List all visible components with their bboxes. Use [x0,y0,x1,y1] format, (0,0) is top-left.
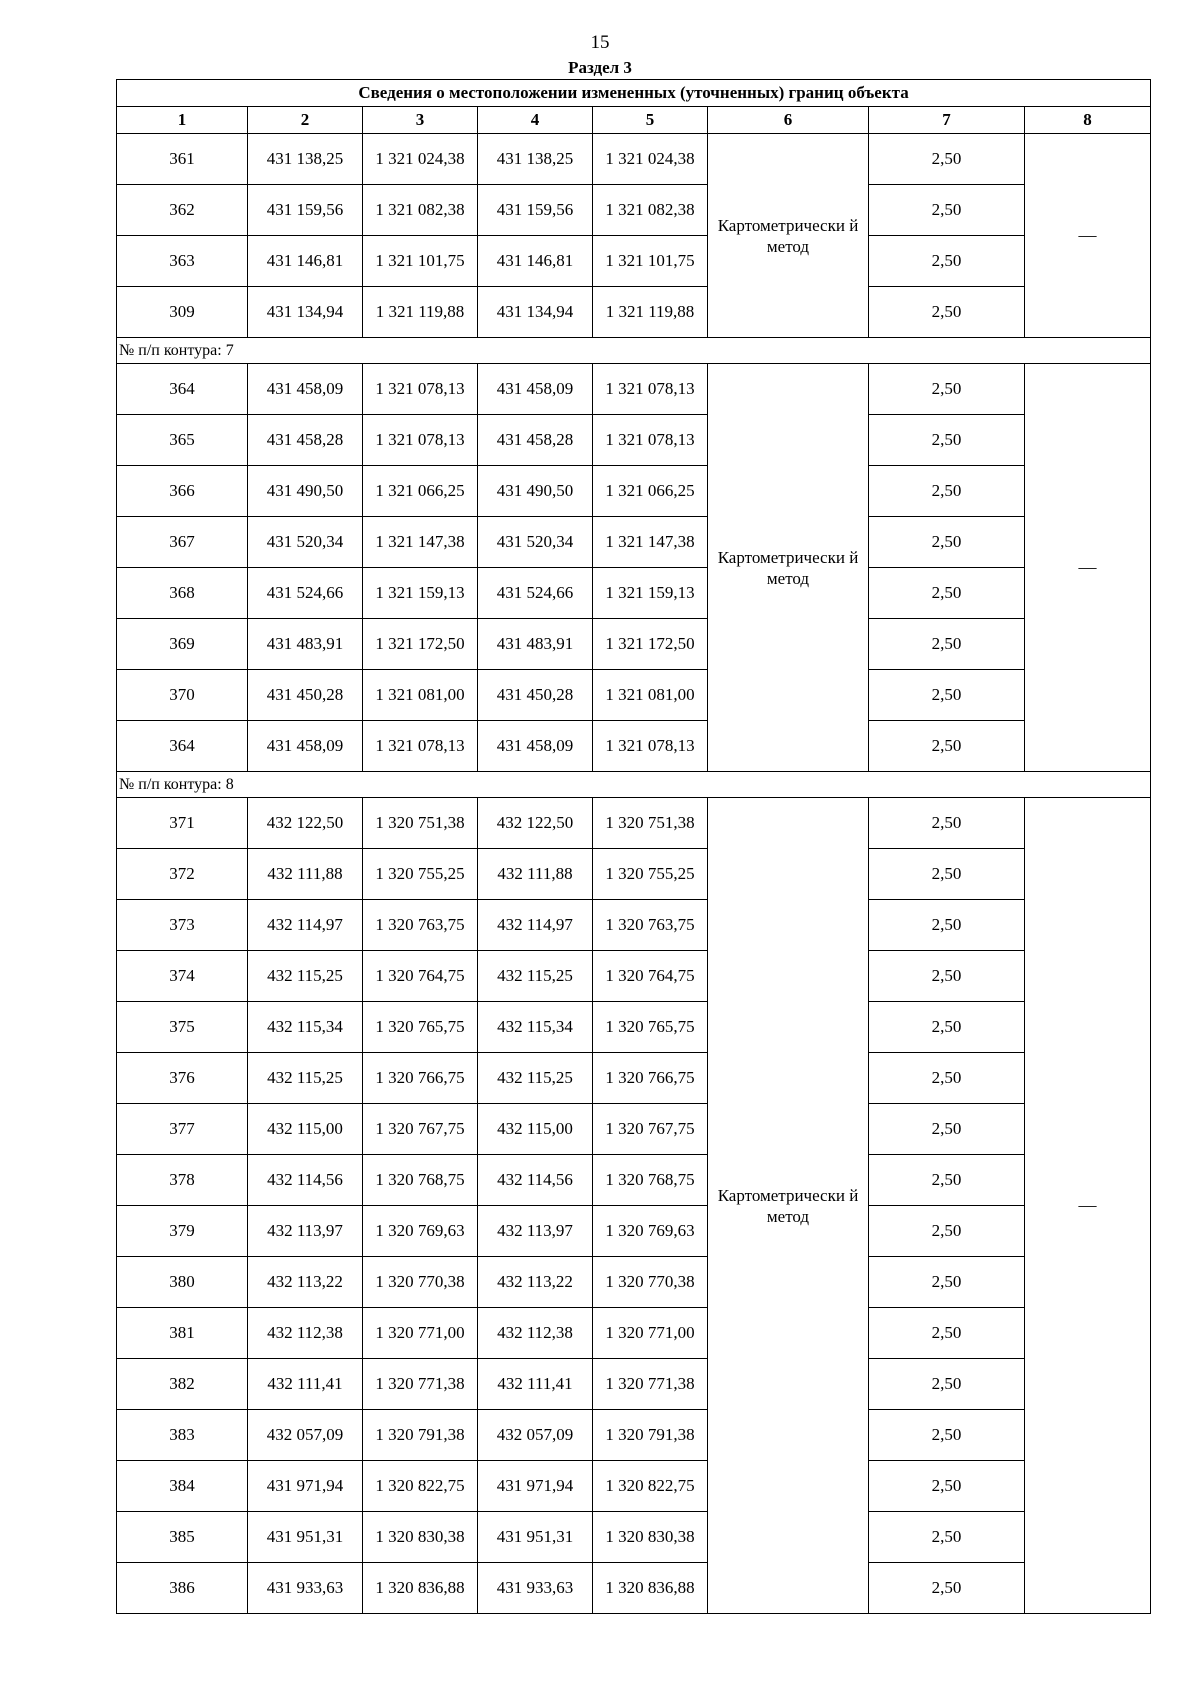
y-existing-cell: 1 320 769,63 [363,1206,478,1257]
y-new-cell: 1 321 082,38 [593,185,708,236]
y-existing-cell: 1 320 766,75 [363,1053,478,1104]
x-new-cell: 432 057,09 [478,1410,593,1461]
section-title: Раздел 3 [568,58,632,77]
method-cell: Картометрически й метод [708,134,869,338]
y-new-cell: 1 321 101,75 [593,236,708,287]
accuracy-cell: 2,50 [869,1461,1025,1512]
x-existing-cell: 431 951,31 [248,1512,363,1563]
y-new-cell: 1 320 765,75 [593,1002,708,1053]
x-existing-cell: 432 113,97 [248,1206,363,1257]
point-number-cell: 361 [117,134,248,185]
table-row [117,798,1151,849]
y-new-cell: 1 320 830,38 [593,1512,708,1563]
y-new-cell: 1 320 836,88 [593,1563,708,1614]
x-existing-cell: 431 450,28 [248,670,363,721]
contour-label: № п/п контура: 7 [117,338,1151,364]
x-existing-cell: 431 138,25 [248,134,363,185]
accuracy-cell: 2,50 [869,185,1025,236]
table-row [117,1155,1151,1206]
table-row [117,134,1151,185]
table-caption-row [117,80,1151,107]
x-existing-cell: 432 115,34 [248,1002,363,1053]
table-row [117,415,1151,466]
y-existing-cell: 1 320 767,75 [363,1104,478,1155]
accuracy-cell: 2,50 [869,1155,1025,1206]
point-number-cell: 376 [117,1053,248,1104]
table-row [117,619,1151,670]
y-new-cell: 1 320 822,75 [593,1461,708,1512]
accuracy-cell: 2,50 [869,364,1025,415]
accuracy-cell: 2,50 [869,1206,1025,1257]
table-row [117,568,1151,619]
accuracy-cell: 2,50 [869,951,1025,1002]
x-existing-cell: 431 458,09 [248,721,363,772]
contour-row [117,772,1151,798]
point-number-cell: 368 [117,568,248,619]
x-new-cell: 432 113,22 [478,1257,593,1308]
point-number-cell: 375 [117,1002,248,1053]
x-existing-cell: 432 112,38 [248,1308,363,1359]
y-existing-cell: 1 320 836,88 [363,1563,478,1614]
accuracy-cell: 2,50 [869,619,1025,670]
table-row [117,900,1151,951]
y-existing-cell: 1 320 770,38 [363,1257,478,1308]
x-existing-cell: 431 490,50 [248,466,363,517]
x-new-cell: 431 933,63 [478,1563,593,1614]
x-existing-cell: 431 520,34 [248,517,363,568]
x-new-cell: 432 115,25 [478,1053,593,1104]
accuracy-cell: 2,50 [869,1563,1025,1614]
x-new-cell: 431 483,91 [478,619,593,670]
x-existing-cell: 431 458,09 [248,364,363,415]
point-number-cell: 384 [117,1461,248,1512]
table-row [117,721,1151,772]
y-new-cell: 1 320 755,25 [593,849,708,900]
y-new-cell: 1 320 768,75 [593,1155,708,1206]
y-existing-cell: 1 320 822,75 [363,1461,478,1512]
x-new-cell: 432 115,25 [478,951,593,1002]
x-existing-cell: 432 057,09 [248,1410,363,1461]
boundary-table [116,79,1151,1614]
table-row [117,1461,1151,1512]
point-number-cell: 377 [117,1104,248,1155]
point-number-cell: 371 [117,798,248,849]
contour-label: № п/п контура: 8 [117,772,1151,798]
x-existing-cell: 431 458,28 [248,415,363,466]
y-existing-cell: 1 320 751,38 [363,798,478,849]
y-new-cell: 1 320 771,00 [593,1308,708,1359]
x-existing-cell: 432 115,25 [248,1053,363,1104]
x-existing-cell: 431 134,94 [248,287,363,338]
x-new-cell: 432 113,97 [478,1206,593,1257]
y-existing-cell: 1 321 066,25 [363,466,478,517]
y-new-cell: 1 321 172,50 [593,619,708,670]
x-new-cell: 432 115,34 [478,1002,593,1053]
accuracy-cell: 2,50 [869,1410,1025,1461]
y-existing-cell: 1 321 081,00 [363,670,478,721]
column-header: 5 [593,107,708,134]
column-header: 7 [869,107,1025,134]
point-number-cell: 373 [117,900,248,951]
y-existing-cell: 1 320 765,75 [363,1002,478,1053]
method-cell: Картометрически й метод [708,364,869,772]
x-existing-cell: 432 114,56 [248,1155,363,1206]
point-number-cell: 370 [117,670,248,721]
accuracy-cell: 2,50 [869,568,1025,619]
point-number-cell: 386 [117,1563,248,1614]
point-number-cell: 364 [117,364,248,415]
table-row [117,1053,1151,1104]
y-existing-cell: 1 321 101,75 [363,236,478,287]
point-number-cell: 369 [117,619,248,670]
table-row [117,670,1151,721]
column-header: 1 [117,107,248,134]
y-new-cell: 1 320 751,38 [593,798,708,849]
point-number-cell: 381 [117,1308,248,1359]
point-number-cell: 379 [117,1206,248,1257]
accuracy-cell: 2,50 [869,517,1025,568]
y-existing-cell: 1 321 159,13 [363,568,478,619]
y-new-cell: 1 321 081,00 [593,670,708,721]
y-new-cell: 1 320 763,75 [593,900,708,951]
y-new-cell: 1 321 147,38 [593,517,708,568]
y-existing-cell: 1 321 119,88 [363,287,478,338]
accuracy-cell: 2,50 [869,1257,1025,1308]
table-row [117,185,1151,236]
point-number-cell: 366 [117,466,248,517]
table-row [117,466,1151,517]
y-new-cell: 1 320 771,38 [593,1359,708,1410]
point-number-cell: 367 [117,517,248,568]
point-number-cell: 380 [117,1257,248,1308]
table-row [117,849,1151,900]
accuracy-cell: 2,50 [869,415,1025,466]
x-new-cell: 431 134,94 [478,287,593,338]
x-existing-cell: 432 122,50 [248,798,363,849]
accuracy-cell: 2,50 [869,134,1025,185]
y-existing-cell: 1 320 771,38 [363,1359,478,1410]
point-number-cell: 364 [117,721,248,772]
y-new-cell: 1 320 791,38 [593,1410,708,1461]
y-existing-cell: 1 321 172,50 [363,619,478,670]
point-number-cell: 372 [117,849,248,900]
point-number-cell: 362 [117,185,248,236]
point-number-cell: 309 [117,287,248,338]
y-existing-cell: 1 321 078,13 [363,364,478,415]
y-new-cell: 1 320 764,75 [593,951,708,1002]
accuracy-cell: 2,50 [869,1104,1025,1155]
x-new-cell: 431 490,50 [478,466,593,517]
y-new-cell: 1 320 766,75 [593,1053,708,1104]
x-new-cell: 431 458,09 [478,364,593,415]
point-number-cell: 363 [117,236,248,287]
table-row [117,1206,1151,1257]
x-new-cell: 432 114,56 [478,1155,593,1206]
x-new-cell: 432 111,88 [478,849,593,900]
y-existing-cell: 1 321 082,38 [363,185,478,236]
table-row [117,1257,1151,1308]
accuracy-cell: 2,50 [869,798,1025,849]
y-existing-cell: 1 320 764,75 [363,951,478,1002]
y-new-cell: 1 321 078,13 [593,721,708,772]
accuracy-cell: 2,50 [869,1053,1025,1104]
x-existing-cell: 431 971,94 [248,1461,363,1512]
column-header: 2 [248,107,363,134]
y-new-cell: 1 321 159,13 [593,568,708,619]
y-existing-cell: 1 321 078,13 [363,721,478,772]
table-row [117,1359,1151,1410]
column-header-row [117,107,1151,134]
x-new-cell: 431 450,28 [478,670,593,721]
y-new-cell: 1 321 066,25 [593,466,708,517]
contour-row [117,338,1151,364]
x-existing-cell: 432 115,25 [248,951,363,1002]
x-new-cell: 431 146,81 [478,236,593,287]
x-existing-cell: 432 113,22 [248,1257,363,1308]
y-existing-cell: 1 320 768,75 [363,1155,478,1206]
y-new-cell: 1 320 769,63 [593,1206,708,1257]
page-number: 15 [590,32,610,53]
point-number-cell: 383 [117,1410,248,1461]
point-number-cell: 378 [117,1155,248,1206]
point-number-cell: 374 [117,951,248,1002]
y-existing-cell: 1 320 830,38 [363,1512,478,1563]
accuracy-cell: 2,50 [869,670,1025,721]
column-header: 3 [363,107,478,134]
x-new-cell: 431 138,25 [478,134,593,185]
accuracy-cell: 2,50 [869,287,1025,338]
point-number-cell: 365 [117,415,248,466]
x-existing-cell: 432 114,97 [248,900,363,951]
table-row [117,1410,1151,1461]
table-row [117,287,1151,338]
note-cell: — [1025,134,1151,338]
x-new-cell: 431 951,31 [478,1512,593,1563]
accuracy-cell: 2,50 [869,1512,1025,1563]
table-row [117,364,1151,415]
note-cell: — [1025,798,1151,1614]
x-existing-cell: 431 146,81 [248,236,363,287]
x-new-cell: 431 458,09 [478,721,593,772]
column-header: 8 [1025,107,1151,134]
y-existing-cell: 1 321 078,13 [363,415,478,466]
y-existing-cell: 1 320 755,25 [363,849,478,900]
x-new-cell: 432 111,41 [478,1359,593,1410]
table-row [117,517,1151,568]
x-new-cell: 432 115,00 [478,1104,593,1155]
y-new-cell: 1 320 767,75 [593,1104,708,1155]
x-new-cell: 431 520,34 [478,517,593,568]
table-row [117,1104,1151,1155]
method-cell: Картометрически й метод [708,798,869,1614]
table-row [117,1512,1151,1563]
y-existing-cell: 1 320 791,38 [363,1410,478,1461]
x-new-cell: 431 458,28 [478,415,593,466]
x-existing-cell: 431 483,91 [248,619,363,670]
accuracy-cell: 2,50 [869,721,1025,772]
y-existing-cell: 1 321 024,38 [363,134,478,185]
x-existing-cell: 431 524,66 [248,568,363,619]
point-number-cell: 385 [117,1512,248,1563]
y-new-cell: 1 321 024,38 [593,134,708,185]
table-caption: Сведения о местоположении измененных (уточненных) границ объекта [117,80,1151,107]
y-existing-cell: 1 320 763,75 [363,900,478,951]
x-existing-cell: 432 115,00 [248,1104,363,1155]
x-new-cell: 431 971,94 [478,1461,593,1512]
table-row [117,1308,1151,1359]
y-new-cell: 1 321 078,13 [593,415,708,466]
y-existing-cell: 1 321 147,38 [363,517,478,568]
accuracy-cell: 2,50 [869,849,1025,900]
x-new-cell: 432 114,97 [478,900,593,951]
accuracy-cell: 2,50 [869,466,1025,517]
accuracy-cell: 2,50 [869,1002,1025,1053]
accuracy-cell: 2,50 [869,900,1025,951]
point-number-cell: 382 [117,1359,248,1410]
accuracy-cell: 2,50 [869,236,1025,287]
column-header: 4 [478,107,593,134]
x-existing-cell: 431 159,56 [248,185,363,236]
accuracy-cell: 2,50 [869,1308,1025,1359]
x-existing-cell: 431 933,63 [248,1563,363,1614]
table-row [117,236,1151,287]
accuracy-cell: 2,50 [869,1359,1025,1410]
column-header: 6 [708,107,869,134]
y-new-cell: 1 320 770,38 [593,1257,708,1308]
table-row [117,1002,1151,1053]
note-cell: — [1025,364,1151,772]
y-existing-cell: 1 320 771,00 [363,1308,478,1359]
x-new-cell: 432 112,38 [478,1308,593,1359]
x-new-cell: 431 159,56 [478,185,593,236]
x-new-cell: 432 122,50 [478,798,593,849]
x-existing-cell: 432 111,41 [248,1359,363,1410]
table-row [117,1563,1151,1614]
table-row [117,951,1151,1002]
x-existing-cell: 432 111,88 [248,849,363,900]
x-new-cell: 431 524,66 [478,568,593,619]
y-new-cell: 1 321 119,88 [593,287,708,338]
y-new-cell: 1 321 078,13 [593,364,708,415]
